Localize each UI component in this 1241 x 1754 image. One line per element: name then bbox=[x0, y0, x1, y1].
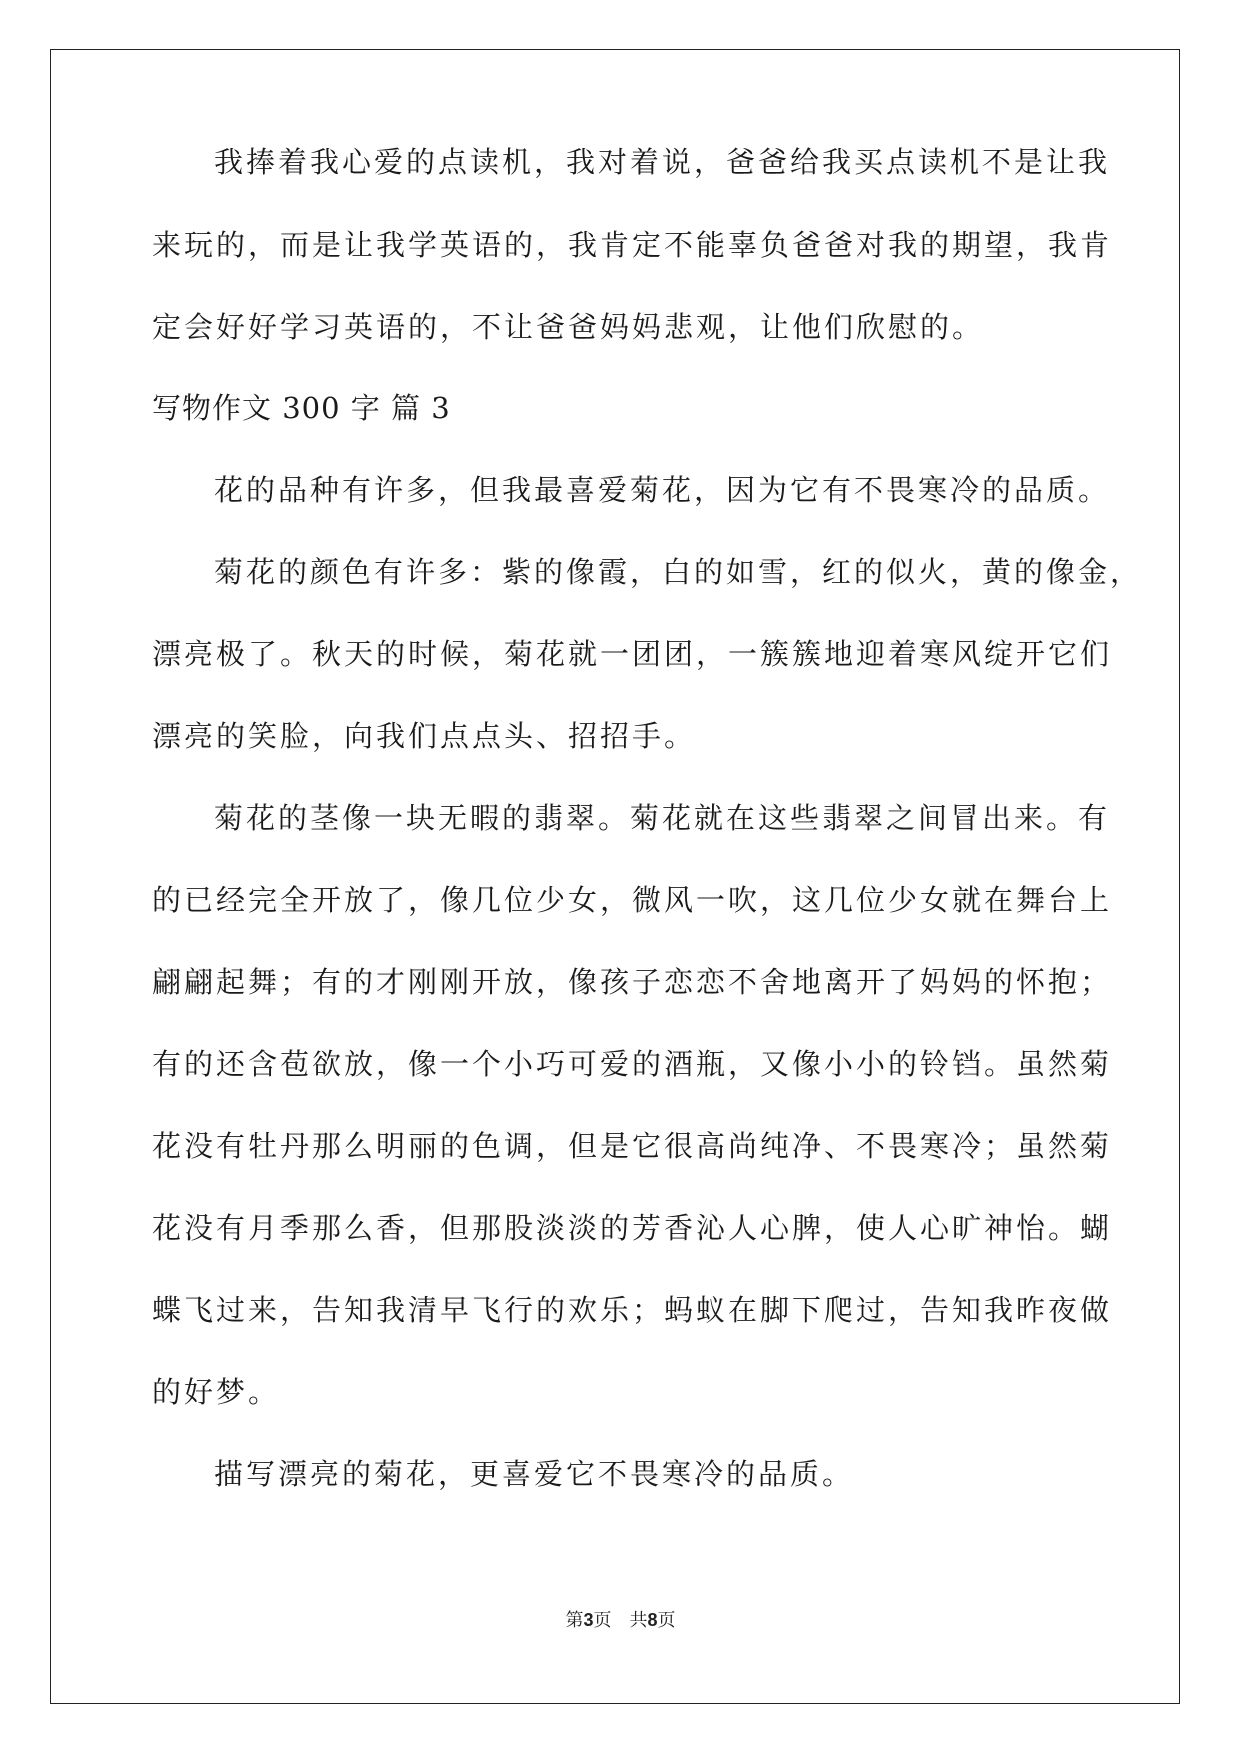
text-line: 菊花的茎像一块无暇的翡翠。菊花就在这些翡翠之间冒出来。有 bbox=[214, 801, 1111, 835]
text-line: 定会好好学习英语的，不让爸爸妈妈悲观，让他们欣慰的。 bbox=[152, 310, 985, 344]
text-line: 漂亮极了。秋天的时候，菊花就一团团，一簇簇地迎着寒风绽开它们 bbox=[152, 637, 1113, 671]
text-line: 我捧着我心爱的点读机，我对着说，爸爸给我买点读机不是让我 bbox=[214, 145, 1111, 179]
text-line: 翩翩起舞；有的才刚刚开放，像孩子恋恋不舍地离开了妈妈的怀抱； bbox=[152, 965, 1113, 999]
text-line: 描写漂亮的菊花，更喜爱它不畏寒冷的品质。 bbox=[214, 1457, 855, 1491]
text-line: 花没有牡丹那么明丽的色调，但是它很高尚纯净、不畏寒冷；虽然菊 bbox=[152, 1129, 1113, 1163]
footer-total-pages: 8 bbox=[647, 1610, 658, 1630]
footer-mid: 页 共 bbox=[593, 1610, 648, 1631]
section-heading: 写物作文 300 字 篇 3 bbox=[152, 391, 451, 425]
page-footer bbox=[0, 1606, 1241, 1632]
text-line: 菊花的颜色有许多：紫的像霞，白的如雪，红的似火，黄的像金， bbox=[214, 555, 1143, 589]
footer-suffix: 页 bbox=[657, 1610, 676, 1631]
text-line: 来玩的，而是让我学英语的，我肯定不能辜负爸爸对我的期望，我肯 bbox=[152, 228, 1113, 262]
text-line: 花没有月季那么香，但那股淡淡的芳香沁人心脾，使人心旷神怡。蝴 bbox=[152, 1211, 1113, 1245]
footer-page-number: 3 bbox=[583, 1610, 594, 1630]
text-line: 的已经完全开放了，像几位少女，微风一吹，这几位少女就在舞台上 bbox=[152, 883, 1113, 917]
text-line: 的好梦。 bbox=[152, 1375, 281, 1409]
text-line: 有的还含苞欲放，像一个小巧可爱的酒瓶，又像小小的铃铛。虽然菊 bbox=[152, 1047, 1113, 1081]
text-line: 蝶飞过来，告知我清早飞行的欢乐；蚂蚁在脚下爬过，告知我昨夜做 bbox=[152, 1293, 1113, 1327]
footer-prefix: 第 bbox=[565, 1610, 584, 1631]
text-line: 漂亮的笑脸，向我们点点头、招招手。 bbox=[152, 719, 697, 753]
text-line: 花的品种有许多，但我最喜爱菊花，因为它有不畏寒冷的品质。 bbox=[214, 473, 1111, 507]
